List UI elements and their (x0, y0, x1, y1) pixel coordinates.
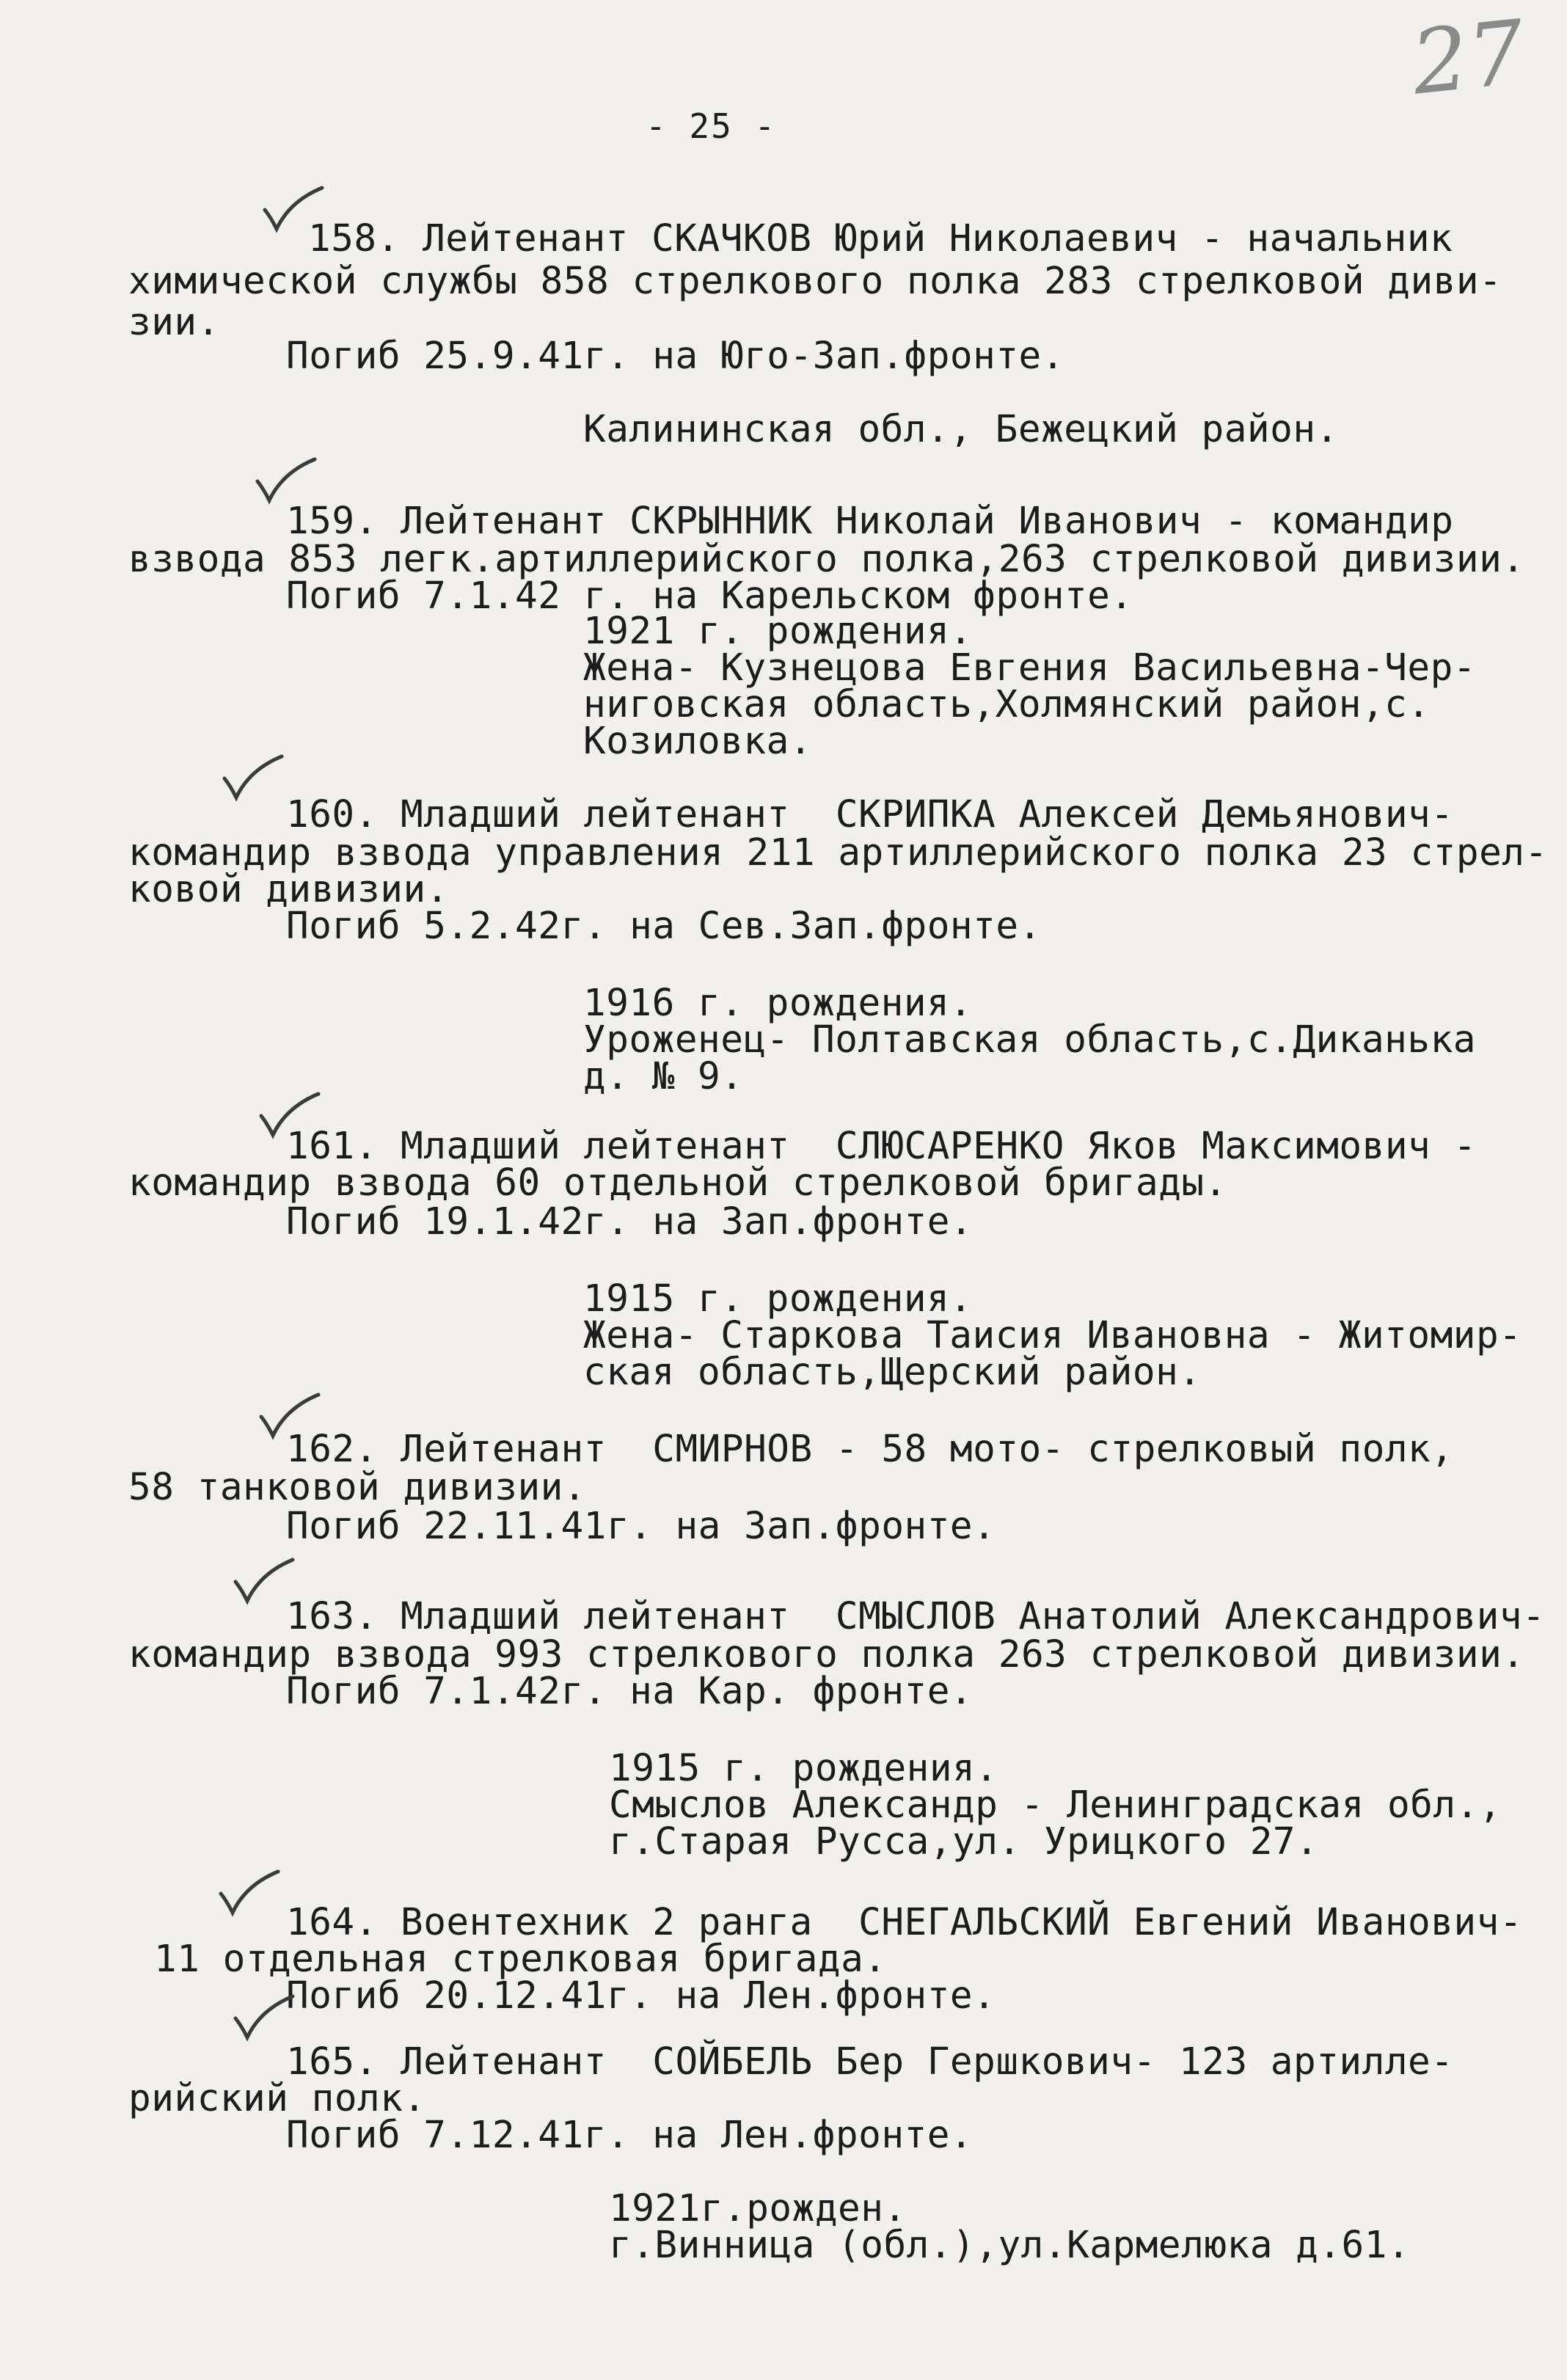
record-line: 58 танковой дивизии. (128, 1466, 587, 1509)
record-line: Погиб 19.1.42г. на Зап.фронте. (286, 1200, 974, 1244)
handwritten-check-mark-icon (220, 752, 286, 803)
record-line: 1916 г. рождения. (583, 982, 973, 1025)
record-line: Жена- Старкова Таисия Ивановна - Житомир- (583, 1314, 1522, 1357)
record-line: Уроженец- Полтавская область,с.Диканька (583, 1018, 1476, 1062)
record-line: Погиб 22.11.41г. на Зап.фронте. (286, 1505, 996, 1548)
handwritten-check-mark-icon (216, 1867, 282, 1919)
page-number: - 25 - (646, 106, 777, 146)
record-line: ская область,Щерский район. (583, 1351, 1202, 1394)
record-line: ниговская область,Холмянский район,с. (583, 683, 1431, 726)
record-line: 1921г.рожден. (609, 2187, 907, 2230)
record-line: ковой дивизии. (128, 868, 449, 911)
record-line: 161. Младший лейтенант СЛЮСАРЕНКО Яков Максимович - (286, 1125, 1477, 1168)
record-line: 159. Лейтенант СКРЫННИК Николай Иванович - командир (286, 500, 1454, 543)
record-line: зии. (128, 301, 220, 344)
record-line: д. № 9. (583, 1055, 744, 1098)
record-line: взвода 853 легк.артиллерийского полка,263 стрелковой дивизии. (128, 538, 1525, 581)
handwritten-check-mark-icon (253, 455, 319, 506)
record-line: Калининская обл., Бежецкий район. (583, 408, 1339, 451)
record-line: Козиловка. (583, 720, 813, 763)
record-line: 164. Воентехник 2 ранга СНЕГАЛЬСКИЙ Евгений Иванович- (286, 1901, 1523, 1944)
record-line: 165. Лейтенант СОЙБЕЛЬ Бер Гершкович- 123 артилле- (286, 2040, 1454, 2084)
record-line: Жена- Кузнецова Евгения Васильевна-Чер- (583, 646, 1476, 690)
record-line: 158. Лейтенант СКАЧКОВ Юрий Николаевич - начальник (308, 217, 1453, 260)
record-line: химической службы 858 стрелкового полка 283 стрелковой диви- (128, 260, 1502, 303)
record-line: Погиб 7.1.42г. на Кар. фронте. (286, 1670, 974, 1713)
record-line: 1915 г. рождения. (583, 1277, 973, 1321)
record-line: Погиб 7.12.41г. на Лен.фронте. (286, 2114, 974, 2157)
record-line: 1921 г. рождения. (583, 610, 973, 653)
record-line: Смыслов Александр - Ленинградская обл., (609, 1784, 1502, 1827)
record-line: 1915 г. рождения. (609, 1747, 998, 1790)
record-line: г.Старая Русса,ул. Урицкого 27. (609, 1820, 1319, 1864)
archive-sheet-number: 27 (1407, 1, 1530, 115)
record-line: 162. Лейтенант СМИРНОВ - 58 мото- стрелковый полк, (286, 1428, 1454, 1471)
record-line: командир взвода 993 стрелкового полка 263 стрелковой дивизии. (128, 1633, 1525, 1676)
record-line: Погиб 7.1.42 г. на Карельском фронте. (286, 574, 1133, 618)
record-line: командир взвода управления 211 артиллерийского полка 23 стрел- (128, 831, 1548, 875)
record-line: г.Винница (обл.),ул.Кармелюка д.61. (609, 2224, 1411, 2267)
record-line: 11 отдельная стрелковая бригада. (154, 1938, 887, 1981)
record-line: 160. Младший лейтенант СКРИПКА Алексей Демьянович- (286, 793, 1454, 836)
record-line: командир взвода 60 отдельной стрелковой бригады. (128, 1161, 1227, 1205)
record-line: рийский полк. (128, 2077, 426, 2120)
record-line: 163. Младший лейтенант СМЫСЛОВ Анатолий Александрович- (286, 1595, 1546, 1638)
record-line: Погиб 25.9.41г. на Юго-Зап.фронте. (286, 335, 1064, 378)
record-line: Погиб 5.2.42г. на Сев.Зап.фронте. (286, 905, 1042, 948)
record-line: Погиб 20.12.41г. на Лен.фронте. (286, 1974, 996, 2018)
